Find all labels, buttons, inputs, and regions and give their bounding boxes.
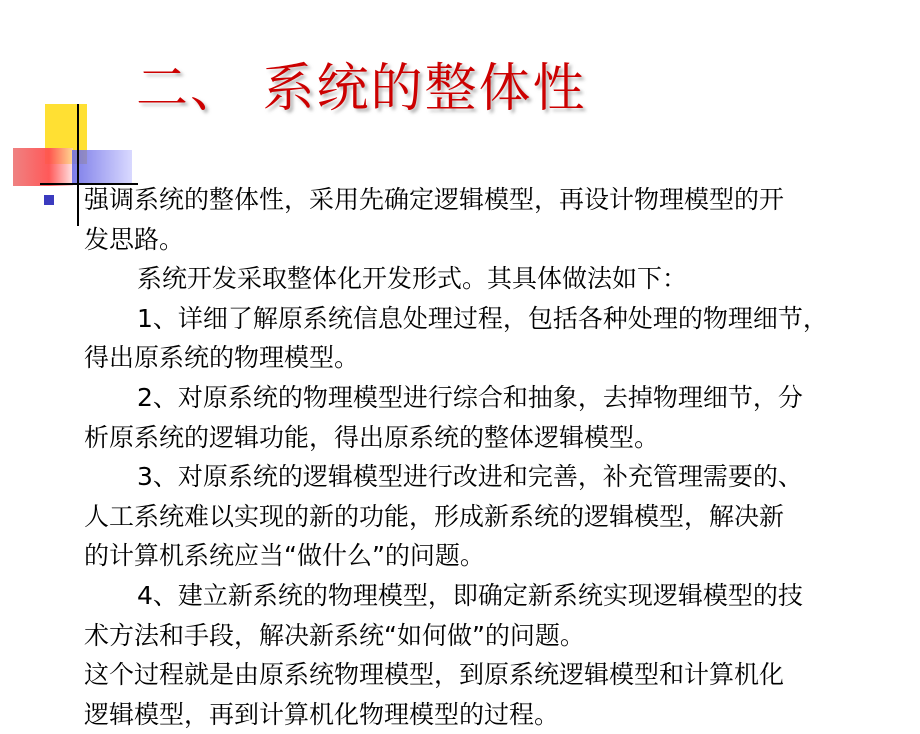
body-line: 得出原系统的物理模型。 <box>84 343 360 373</box>
body-line: 术方法和手段，解决新系统“如何做”的问题。 <box>84 620 585 650</box>
body-line: 逻辑模型，再到计算机化物理模型的过程。 <box>84 699 560 729</box>
decorative-vertical-line <box>77 104 79 226</box>
body-line: 人工系统难以实现的新的功能，形成新系统的逻辑模型，解决新 <box>84 501 785 531</box>
slide-title: 二、 系统的整体性 <box>136 59 587 119</box>
body-line: 系统开发采取整体化开发形式。其具体做法如下： <box>137 264 688 294</box>
body-line: 强调系统的整体性，采用先确定逻辑模型，再设计物理模型的开 <box>84 185 785 214</box>
body-line: 发思路。 <box>84 224 185 254</box>
slide-body <box>84 180 914 734</box>
bullet-square-icon <box>44 195 54 205</box>
body-line: 这个过程就是由原系统物理模型，到原系统逻辑模型和计算机化 <box>84 660 785 690</box>
body-line: 的计算机系统应当“做什么”的问题。 <box>84 541 485 571</box>
body-line: 2、对原系统的物理模型进行综合和抽象，去掉物理细节，分 <box>137 382 803 412</box>
body-line: 1、详细了解原系统信息处理过程，包括各种处理的物理细节， <box>137 303 828 333</box>
body-line: 析原系统的逻辑功能，得出原系统的整体逻辑模型。 <box>84 422 660 452</box>
body-line: 4、建立新系统的物理模型，即确定新系统实现逻辑模型的技 <box>137 580 803 610</box>
decorative-red-block <box>13 148 73 186</box>
body-line: 3、对原系统的逻辑模型进行改进和完善，补充管理需要的、 <box>137 462 803 492</box>
